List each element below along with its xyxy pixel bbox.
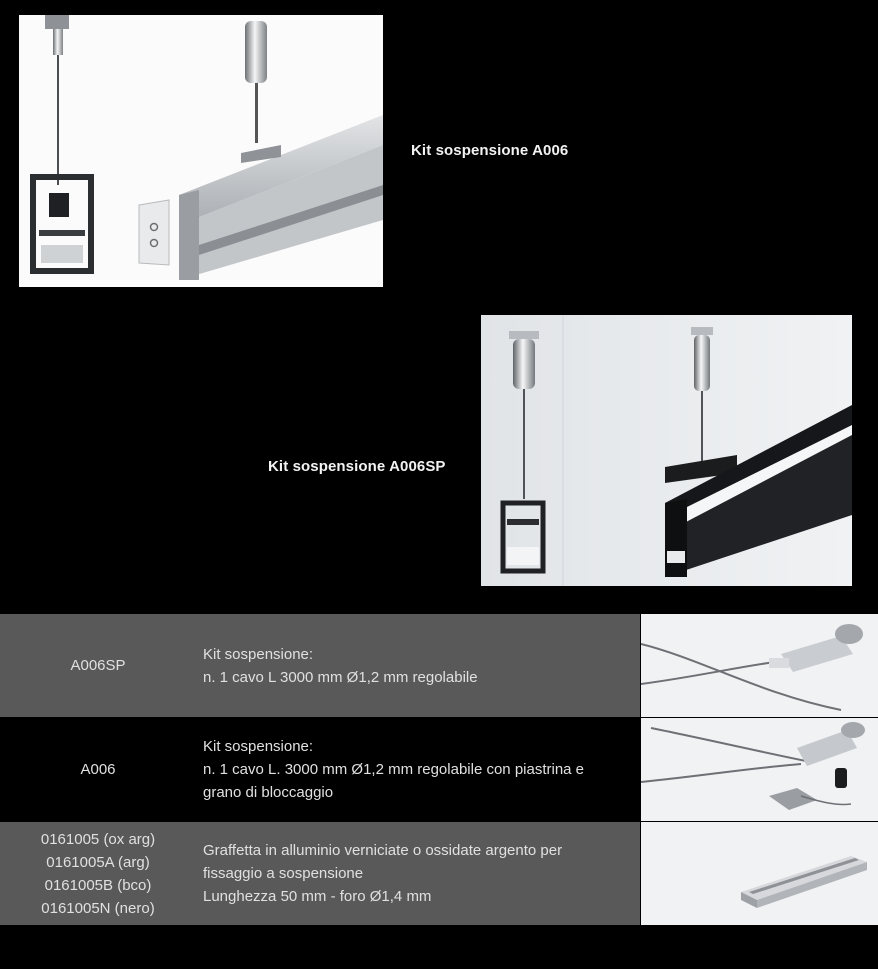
product-code-cell	[0, 822, 196, 925]
row-image-a006	[641, 718, 878, 821]
description-line: n. 1 cavo L 3000 mm Ø1,2 mm regolabile	[203, 668, 478, 686]
description-line: Lunghezza 50 mm - foro Ø1,4 mm	[203, 888, 432, 905]
product-code: 0161005A (arg)	[46, 853, 150, 871]
table-row	[0, 614, 640, 717]
profile-silver-illustration	[19, 15, 383, 287]
description-line: fissaggio a sospensione	[203, 865, 364, 882]
description-line: Kit sospensione:	[203, 738, 314, 755]
product-image-a006sp	[481, 315, 852, 586]
product-code-cell	[0, 718, 196, 821]
product-code: A006SP	[70, 657, 126, 674]
product-code: 0161005B (bco)	[44, 876, 152, 894]
product-image-a006	[19, 15, 383, 287]
product-description-cell	[203, 718, 620, 821]
product-code: A006	[80, 761, 116, 778]
cable-plate-kit-illustration	[641, 718, 878, 821]
description-line: Graffetta in alluminio verniciate o ossidate argento per	[203, 842, 563, 859]
caption-a006sp: Kit sospensione A006SP	[268, 458, 446, 475]
row-image-a006sp	[641, 614, 878, 717]
description-line: Kit sospensione:	[203, 645, 314, 663]
row-image-clip	[641, 822, 878, 925]
table-row	[0, 718, 640, 821]
caption-a006: Kit sospensione A006	[411, 142, 569, 159]
description-line: grano di bloccaggio	[203, 784, 334, 801]
aluminium-clip-illustration	[641, 822, 878, 925]
table-row	[0, 822, 640, 925]
product-description-cell	[203, 822, 620, 925]
product-description-cell	[203, 614, 620, 717]
cable-kit-illustration	[641, 614, 878, 717]
product-code: 0161005N (nero)	[41, 899, 155, 917]
product-code: 0161005 (ox arg)	[40, 830, 156, 848]
product-code-cell	[0, 614, 196, 717]
description-line: n. 1 cavo L. 3000 mm Ø1,2 mm regolabile con piastrina e	[203, 761, 585, 778]
profile-black-illustration	[481, 315, 852, 586]
